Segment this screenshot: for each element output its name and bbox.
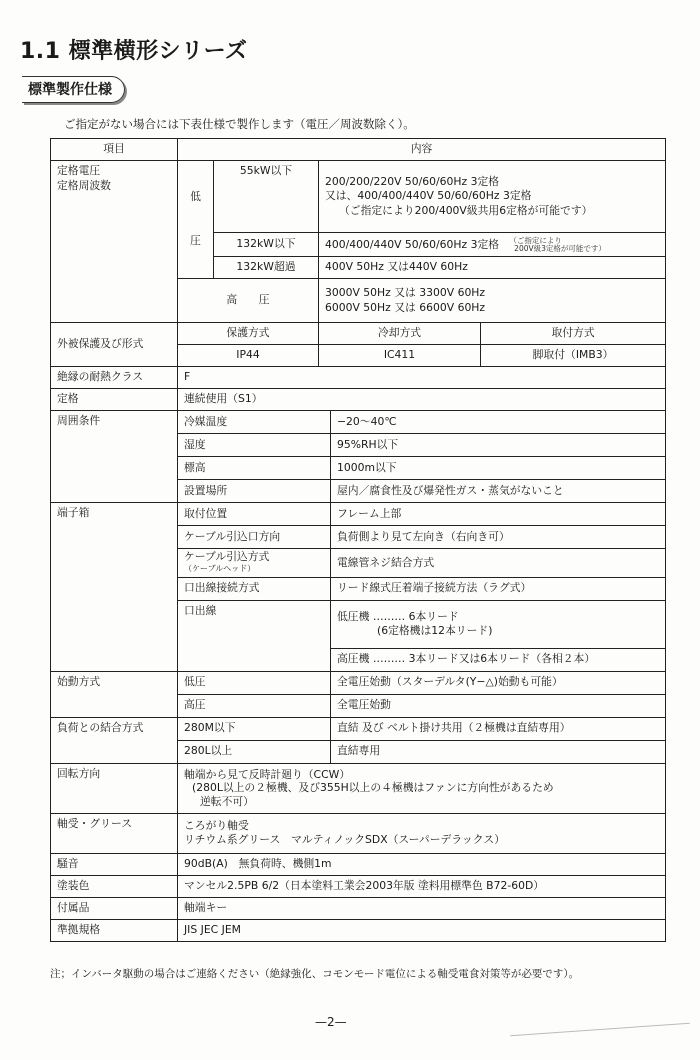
rating-value: 連続使用（S1）: [178, 389, 666, 411]
table-row: [51, 389, 666, 411]
table-row: [51, 717, 666, 740]
range-132kw-note: （ご指定により 200V級3定格が可能です）: [509, 235, 606, 253]
page-number: —2—: [315, 1015, 347, 1029]
terminal-key: 口出線接続方式: [178, 577, 331, 600]
accessory-label: 付属品: [51, 897, 178, 919]
coupling-value: 直結 及び ベルト掛け共用（２極機は直結専用）: [331, 717, 666, 740]
ambient-value: 1000m以下: [331, 457, 666, 480]
ambient-key: 標高: [178, 457, 331, 480]
page-title: 1.1 標準横形シリーズ: [20, 39, 248, 64]
bearing-value: ころがり軸受 リチウム系グリース マルティノックSDX（スーパーデラックス）: [178, 813, 666, 853]
rating-label: 定格: [51, 389, 178, 411]
header-item: 項目: [51, 139, 178, 161]
starting-value: 全電圧始動（スターデルタ(Y−△)始動も可能）: [331, 671, 666, 694]
enclosure-v3: 脚取付（IMB3）: [481, 345, 666, 367]
table-row: [51, 763, 666, 813]
starting-key: 高圧: [178, 694, 331, 717]
enclosure-h1: 保護方式: [178, 323, 319, 345]
terminal-value: 負荷側より見て左向き（右向き可）: [331, 526, 666, 549]
spec-table: [50, 138, 666, 942]
ambient-key: 湿度: [178, 434, 331, 457]
enclosure-v2: IC411: [319, 345, 481, 367]
table-row: [51, 503, 666, 526]
header-content: 内容: [178, 139, 666, 161]
terminal-key: 取付位置: [178, 503, 331, 526]
starting-value: 全電圧始動: [331, 694, 666, 717]
ambient-value: 屋内／腐食性及び爆発性ガス・蒸気がないこと: [331, 480, 666, 503]
noise-label: 騒音: [51, 853, 178, 875]
ambient-key: 冷媒温度: [178, 411, 331, 434]
coupling-label: 負荷との結合方式: [51, 717, 178, 763]
terminal-value: 低圧機 ……… 6本リード (6定格機は12本リード): [331, 600, 666, 648]
ambient-key: 設置場所: [178, 480, 331, 503]
insulation-value: F: [178, 367, 666, 389]
terminal-value: リード線式圧着端子接続方法（ラグ式）: [331, 577, 666, 600]
range-132kw-over-value: 400V 50Hz 又は440V 60Hz: [319, 257, 666, 279]
table-row: [51, 853, 666, 875]
terminal-label: 端子箱: [51, 503, 178, 672]
insulation-label: 絶縁の耐熱クラス: [51, 367, 178, 389]
low-voltage-label: 低 圧: [178, 161, 214, 279]
starting-label: 始動方式: [51, 671, 178, 717]
table-row: [51, 323, 666, 345]
high-voltage-label: 高 圧: [178, 279, 319, 323]
table-row: [51, 897, 666, 919]
coupling-key: 280M以下: [178, 717, 331, 740]
scan-artifact: [510, 1023, 690, 1037]
rotation-value: 軸端から見て反時計廻り（CCW） (280L以上の２極機、及び355H以上の４極機はファンに方向性があるため 逆転不可）: [178, 763, 666, 813]
table-header-row: [51, 139, 666, 161]
voltage-label: 定格電圧 定格周波数: [51, 161, 178, 323]
section-subtitle: 標準製作仕様: [22, 76, 125, 103]
high-voltage-value: 3000V 50Hz 又は 3300V 60Hz 6000V 50Hz 又は 6600V 60Hz: [319, 279, 666, 323]
table-row: [51, 813, 666, 853]
noise-value: 90dB(A) 無負荷時、機側1m: [178, 853, 666, 875]
terminal-key: 口出線: [178, 600, 331, 671]
table-row: [51, 919, 666, 941]
table-row: [51, 411, 666, 434]
terminal-value: フレーム上部: [331, 503, 666, 526]
standard-value: JIS JEC JEM: [178, 919, 666, 941]
coupling-value: 直結専用: [331, 740, 666, 763]
table-row: [51, 671, 666, 694]
enclosure-label: 外被保護及び形式: [51, 323, 178, 367]
enclosure-h3: 取付方式: [481, 323, 666, 345]
rotation-label: 回転方向: [51, 763, 178, 813]
paint-label: 塗装色: [51, 875, 178, 897]
table-row: [51, 875, 666, 897]
footnote: 注；インバータ駆動の場合はご連絡ください（絶縁強化、コモンモード電位による軸受電食対策等が必要です）。: [50, 968, 580, 980]
bearing-label: 軸受・グリース: [51, 813, 178, 853]
ambient-value: −20〜40℃: [331, 411, 666, 434]
range-132kw-over: 132kW超過: [214, 257, 319, 279]
range-132kw: 132kW以下: [214, 233, 319, 257]
terminal-key: ケーブル引込口方向: [178, 526, 331, 549]
ambient-value: 95%RH以下: [331, 434, 666, 457]
range-55kw: 55kW以下: [214, 161, 319, 233]
terminal-key: ケーブル引込方式 （ケーブルヘッド）: [178, 549, 331, 578]
enclosure-v1: IP44: [178, 345, 319, 367]
terminal-value: 高圧機 ……… 3本リード又は6本リード（各相２本）: [331, 648, 666, 671]
starting-key: 低圧: [178, 671, 331, 694]
table-row: [51, 161, 666, 233]
accessory-value: 軸端キー: [178, 897, 666, 919]
standard-label: 準拠規格: [51, 919, 178, 941]
terminal-value: 電線管ネジ結合方式: [331, 549, 666, 578]
table-row: [51, 367, 666, 389]
intro-text: ご指定がない場合には下表仕様で製作します（電圧／周波数除く）。: [64, 117, 415, 131]
coupling-key: 280L以上: [178, 740, 331, 763]
ambient-label: 周囲条件: [51, 411, 178, 503]
paint-value: マンセル2.5PB 6/2（日本塗料工業会2003年版 塗料用標準色 B72-60D）: [178, 875, 666, 897]
range-132kw-value: 400/400/440V 50/60/60Hz 3定格 （ご指定により 200V級3定格が可能です）: [319, 233, 666, 257]
enclosure-h2: 冷却方式: [319, 323, 481, 345]
range-55kw-value: 200/200/220V 50/60/60Hz 3定格 又は、400/400/440V 50/60/60Hz 3定格 （ご指定により200/400V級共用6定格が可能です）: [319, 161, 666, 233]
